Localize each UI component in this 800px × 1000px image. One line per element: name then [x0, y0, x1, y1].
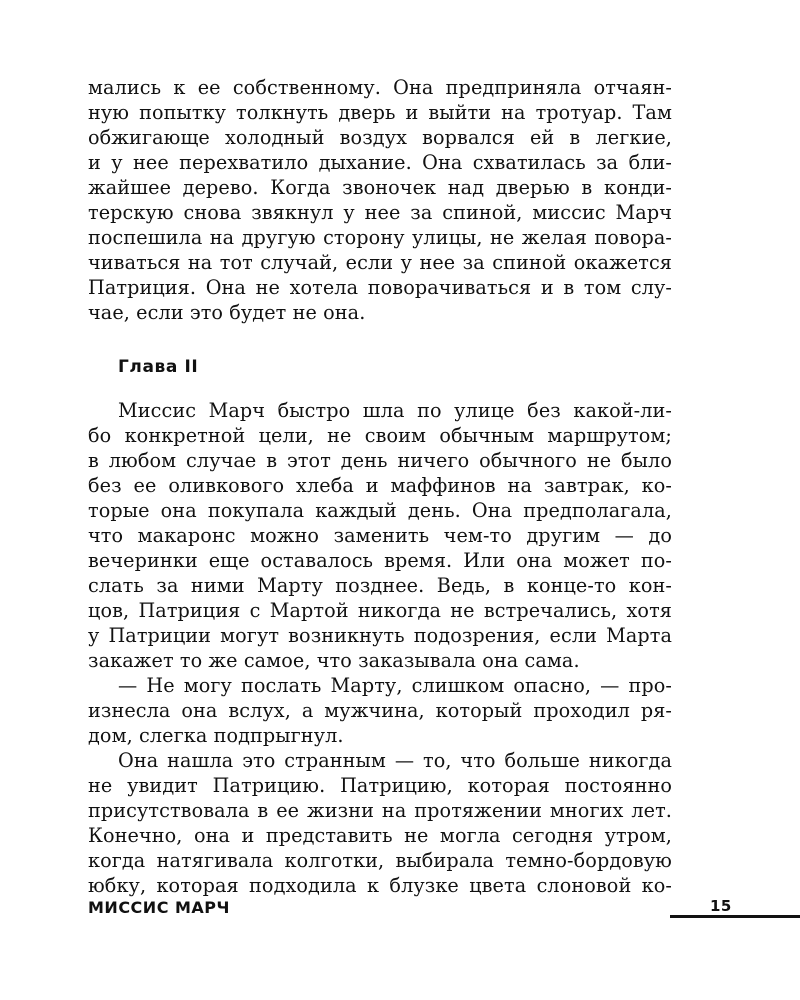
text-line: изнесла она вслух, а мужчина, который проходил ря-: [88, 699, 672, 722]
text-line: не увидит Патрицию. Патрицию, которая постоянно: [88, 774, 672, 797]
top-paragraph: [88, 75, 672, 325]
text-line: чиваться на тот случай, если у нее за спиной окажется: [88, 251, 672, 274]
text-line: мались к ее собственному. Она предприняла отчаян-: [88, 76, 672, 99]
page-number: 15: [710, 897, 732, 915]
text-line: в любом случае в этот день ничего обычного не было: [88, 449, 672, 472]
text-line: и у нее перехватило дыхание. Она схватилась за бли-: [88, 151, 672, 174]
text-line: поспешила на другую сторону улицы, не желая повора-: [88, 226, 672, 249]
text-line: — Не могу послать Марту, слишком опасно, — про-: [118, 674, 672, 697]
text-line: обжигающе холодный воздух ворвался ей в легкие,: [88, 126, 672, 149]
text-line: бо конкретной цели, не своим обычным маршрутом;: [88, 424, 672, 447]
text-line: дом, слегка подпрыгнул.: [88, 724, 344, 747]
text-line: торые она покупала каждый день. Она предполагала,: [88, 499, 672, 522]
text-line: без ее оливкового хлеба и маффинов на завтрак, ко-: [88, 474, 672, 497]
text-line: жайшее дерево. Когда звоночек над дверью в конди-: [88, 176, 672, 199]
text-line: Она нашла это странным — то, что больше никогда: [118, 749, 672, 772]
text-line: что макаронс можно заменить чем-то другим — до: [88, 524, 672, 547]
text-line: слать за ними Марту позднее. Ведь, в конце-то кон-: [88, 574, 672, 597]
text-line: терскую снова звякнул у нее за спиной, миссис Марч: [88, 201, 672, 224]
chapter-text: [88, 398, 672, 898]
text-line: цов, Патриция с Мартой никогда не встречались, хотя: [88, 599, 672, 622]
text-line: когда натягивала колготки, выбирала темно-бордовую: [88, 849, 672, 872]
text-line: юбку, которая подходила к блузке цвета слоновой ко-: [88, 874, 672, 897]
text-line: чае, если это будет не она.: [88, 301, 366, 324]
text-line: Конечно, она и представить не могла сегодня утром,: [88, 824, 672, 847]
text-line: Патриция. Она не хотела поворачиваться и в том слу-: [88, 276, 672, 299]
text-line: у Патриции могут возникнуть подозрения, если Марта: [88, 624, 672, 647]
footer-book-title: МИССИС МАРЧ: [88, 898, 230, 917]
text-line: Миссис Марч быстро шла по улице без какой-ли-: [118, 399, 672, 422]
chapter-heading: Глава II: [118, 357, 199, 377]
footer-rule: [670, 915, 800, 918]
text-line: ную попытку толкнуть дверь и выйти на тротуар. Там: [88, 101, 672, 124]
text-line: закажет то же самое, что заказывала она сама.: [88, 649, 580, 672]
text-line: вечеринки еще оставалось время. Или она может по-: [88, 549, 672, 572]
text-line: присутствовала в ее жизни на протяжении многих лет.: [88, 799, 672, 822]
